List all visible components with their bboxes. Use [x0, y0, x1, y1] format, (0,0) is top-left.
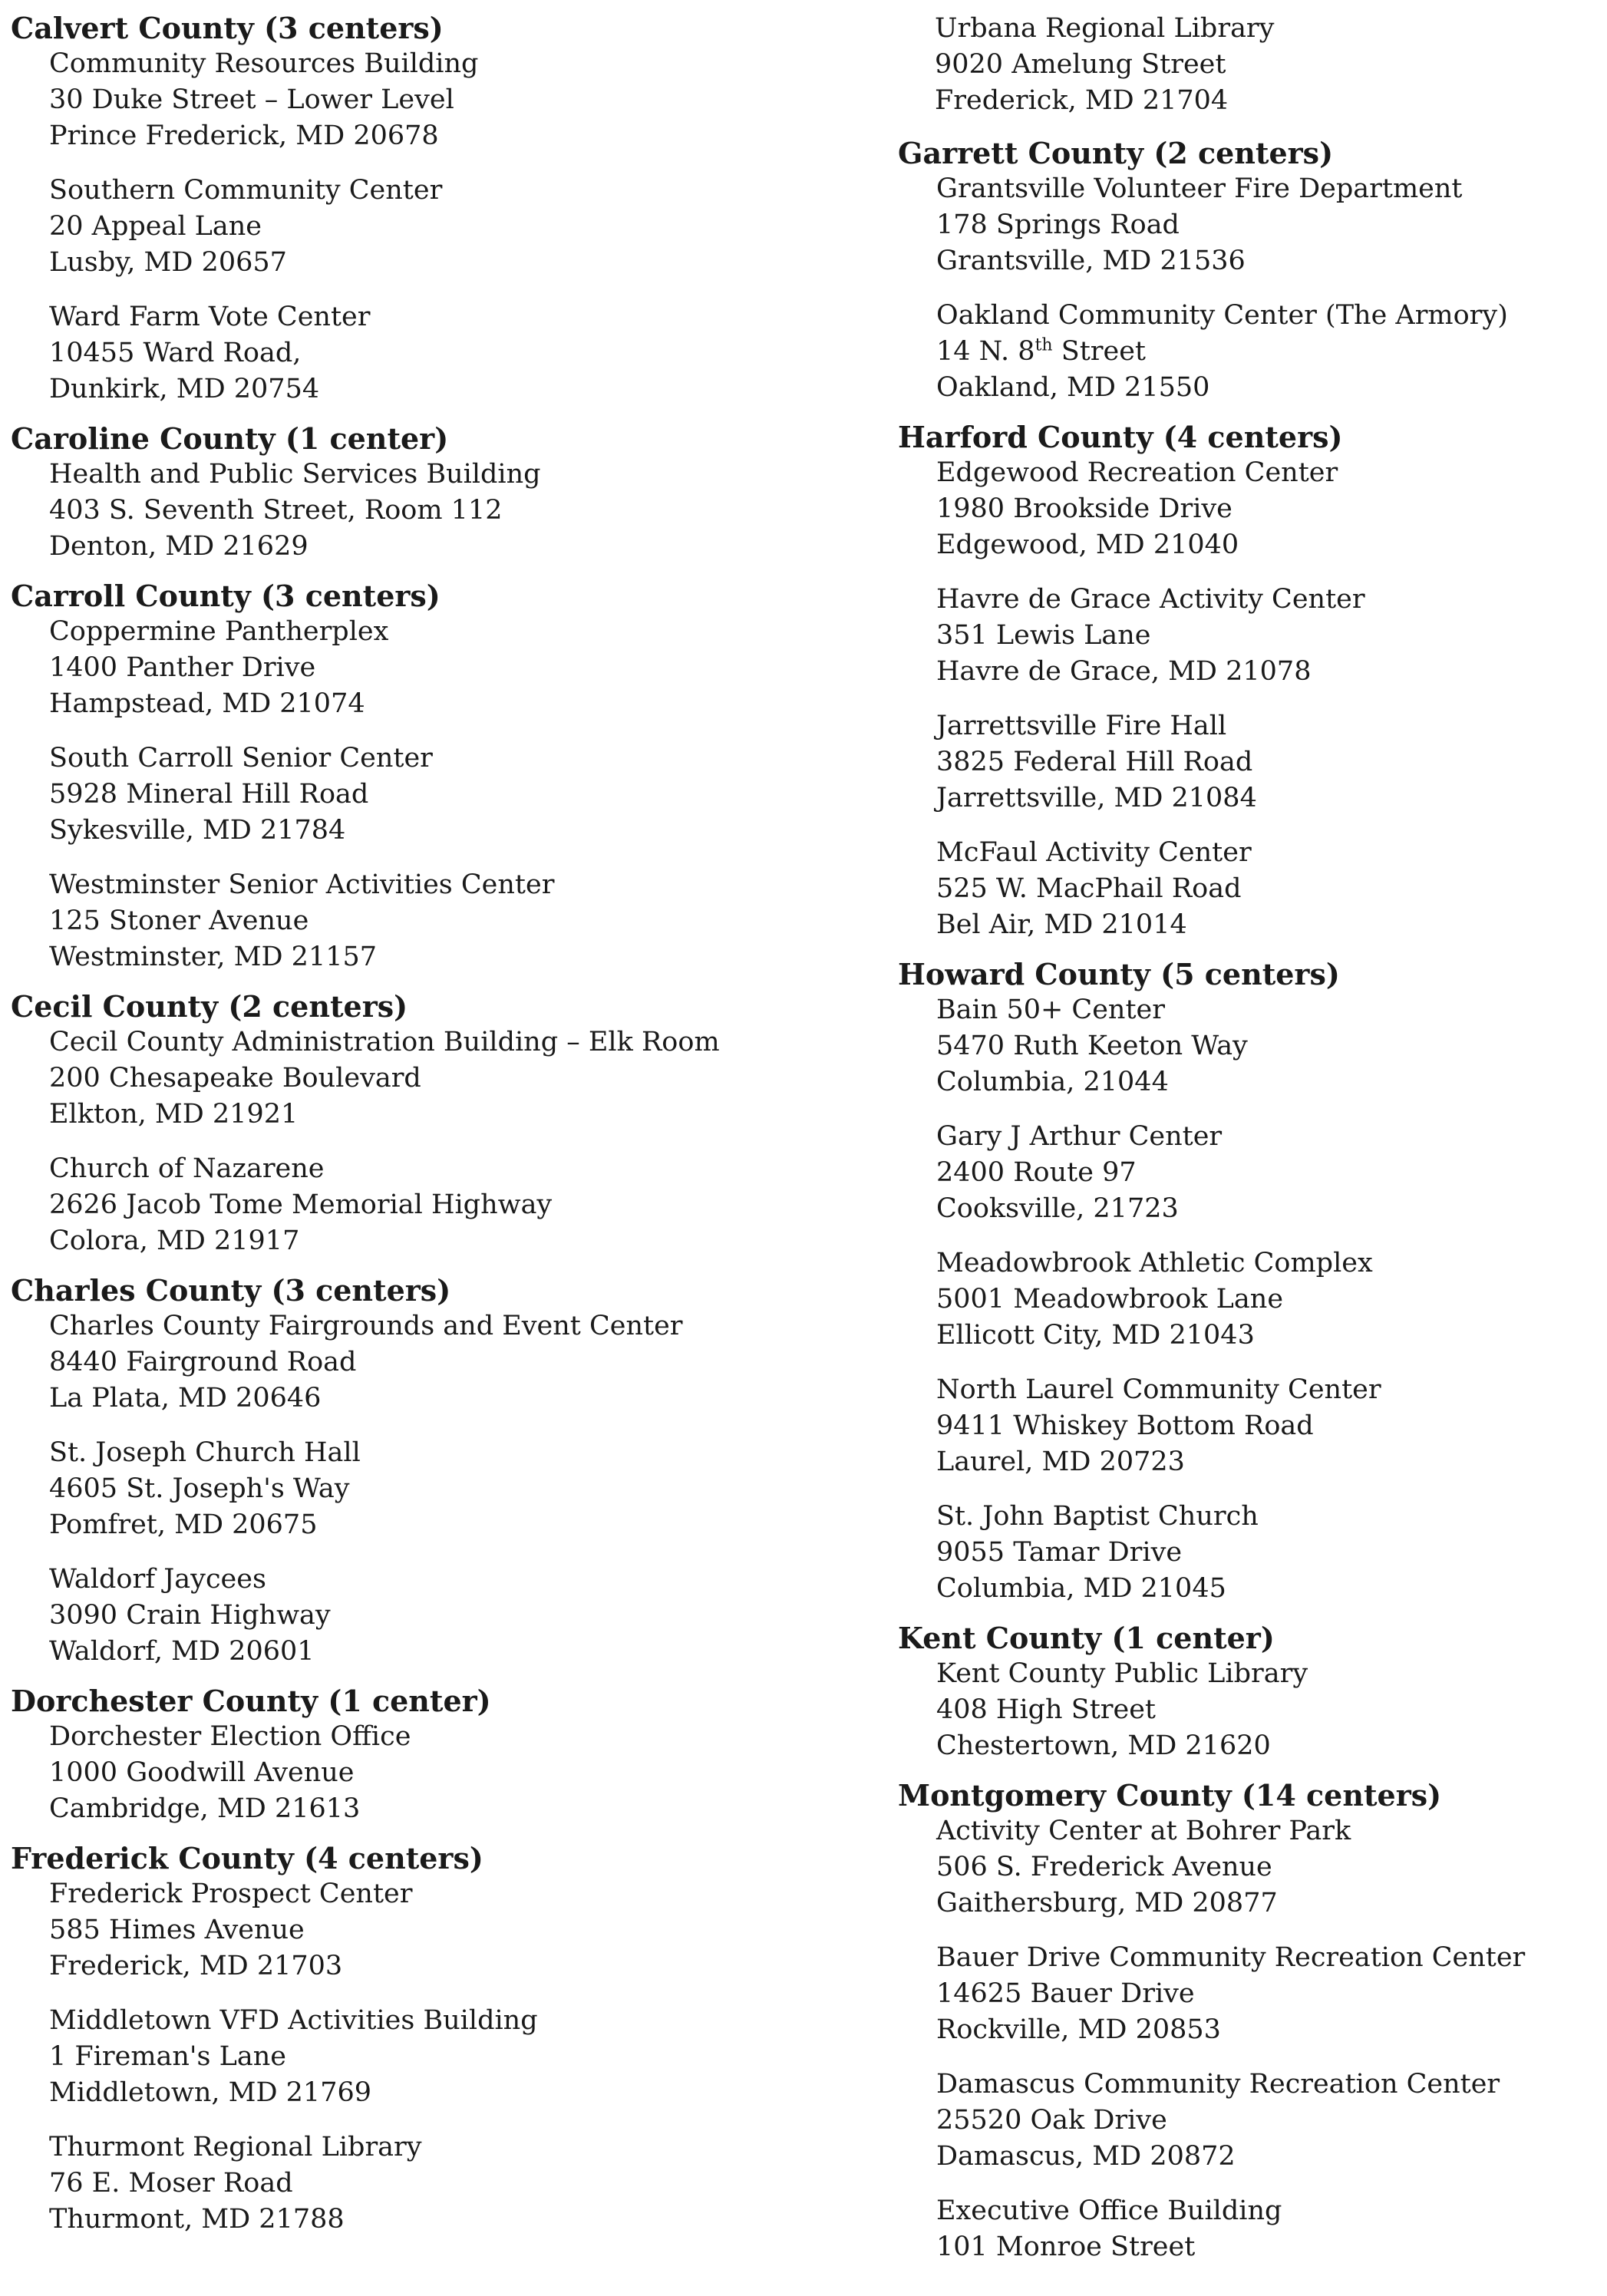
- center-city: Grantsville, MD 21536: [936, 246, 1246, 276]
- center-entry: [49, 1719, 870, 1827]
- center-name: South Carroll Senior Center: [49, 743, 433, 774]
- center-name: Grantsville Volunteer Fire Department: [936, 173, 1463, 204]
- center-street: 408 High Street: [936, 1694, 1156, 1725]
- county-heading: Garrett County (2 centers): [898, 136, 1334, 170]
- center-street: 8440 Fairground Road: [49, 1347, 357, 1377]
- center-street: 2626 Jacob Tome Memorial Highway: [49, 1189, 553, 1220]
- center-entry: [49, 46, 870, 154]
- center-street: 14625 Bauer Drive: [936, 1978, 1195, 2009]
- left-column: [11, 11, 870, 2251]
- center-city: Cambridge, MD 21613: [49, 1793, 361, 1824]
- county-heading: Calvert County (3 centers): [11, 11, 444, 45]
- center-name: Edgewood Recreation Center: [936, 457, 1338, 488]
- center-name: Jarrettsville Fire Hall: [936, 711, 1227, 741]
- center-city: Gaithersburg, MD 20877: [936, 1888, 1278, 1918]
- center-street: 178 Springs Road: [936, 209, 1180, 240]
- center-name: Havre de Grace Activity Center: [936, 584, 1365, 615]
- county-section-garrett-county: [898, 136, 1589, 406]
- county-section-frederick-county: [11, 1841, 870, 2238]
- center-name: Waldorf Jaycees: [49, 1564, 266, 1595]
- center-name: Dorchester Election Office: [49, 1721, 411, 1752]
- center-street: 200 Chesapeake Boulevard: [49, 1063, 421, 1094]
- center-entry: [936, 1245, 1589, 1354]
- county-section-charles-county: [11, 1273, 870, 1670]
- center-name: Ward Farm Vote Center: [49, 302, 371, 332]
- center-street: 351 Lewis Lane: [936, 620, 1151, 651]
- county-heading: Kent County (1 center): [898, 1621, 1275, 1655]
- center-entry: [49, 741, 870, 849]
- center-city: Jarrettsville, MD 21084: [936, 783, 1257, 813]
- center-name: Health and Public Services Building: [49, 459, 541, 490]
- center-name: Community Resources Building: [49, 48, 479, 79]
- county-section-harford-county: [898, 420, 1589, 943]
- center-name: Middletown VFD Activities Building: [49, 2005, 538, 2036]
- center-name: Cecil County Administration Building – Elk Room: [49, 1027, 720, 1057]
- center-city: Waldorf, MD 20601: [49, 1636, 315, 1667]
- center-city: Cooksville, 21723: [936, 1193, 1179, 1224]
- county-heading: Dorchester County (1 center): [11, 1684, 491, 1718]
- center-city: Chestertown, MD 21620: [936, 1730, 1271, 1761]
- county-heading: Caroline County (1 center): [11, 421, 449, 456]
- center-entry: [49, 1024, 870, 1133]
- center-city: Frederick, MD 21703: [49, 1951, 343, 1981]
- center-city: La Plata, MD 20646: [49, 1383, 322, 1414]
- center-entry: [936, 992, 1589, 1100]
- center-city: Denton, MD 21629: [49, 531, 309, 562]
- center-entry: [49, 2129, 870, 2238]
- county-heading: Frederick County (4 centers): [11, 1841, 483, 1875]
- center-name: Bain 50+ Center: [936, 995, 1165, 1025]
- center-entry: [936, 1119, 1589, 1227]
- center-street: 2400 Route 97: [936, 1157, 1137, 1188]
- center-street: [936, 334, 1589, 370]
- center-entry: [936, 1499, 1589, 1607]
- center-entry: [49, 867, 870, 975]
- center-name: Church of Nazarene: [49, 1153, 325, 1184]
- center-city: Laurel, MD 20723: [936, 1447, 1185, 1477]
- center-entry: [49, 1562, 870, 1670]
- center-street: 3825 Federal Hill Road: [936, 747, 1253, 777]
- center-entry: [49, 1435, 870, 1543]
- center-name: Meadowbrook Athletic Complex: [936, 1248, 1373, 1278]
- center-entry: [49, 173, 870, 281]
- center-entry: [49, 614, 870, 722]
- center-name: North Laurel Community Center: [936, 1374, 1381, 1405]
- center-street: 10455 Ward Road,: [49, 338, 302, 368]
- county-heading: Harford County (4 centers): [898, 420, 1343, 454]
- center-city: Colora, MD 21917: [49, 1226, 300, 1256]
- center-entry: [935, 11, 1589, 119]
- center-name: Thurmont Regional Library: [49, 2132, 422, 2162]
- center-entry: [936, 1813, 1589, 1922]
- center-street: 525 W. MacPhail Road: [936, 873, 1242, 904]
- center-street: 5001 Meadowbrook Lane: [936, 1284, 1284, 1315]
- center-city: Middletown, MD 21769: [49, 2077, 371, 2108]
- center-street: 585 Himes Avenue: [49, 1915, 305, 1945]
- center-street: 1980 Brookside Drive: [936, 493, 1232, 524]
- center-entry: [49, 1151, 870, 1259]
- county-heading: Howard County (5 centers): [898, 957, 1340, 991]
- center-city: Hampstead, MD 21074: [49, 688, 365, 719]
- center-street: 9055 Tamar Drive: [936, 1537, 1183, 1568]
- center-city: Sykesville, MD 21784: [49, 815, 346, 846]
- center-entry: [936, 2193, 1589, 2265]
- center-city: Lusby, MD 20657: [49, 247, 287, 278]
- center-name: Bauer Drive Community Recreation Center: [936, 1942, 1526, 1973]
- center-city: Columbia, MD 21045: [936, 1573, 1226, 1604]
- center-street: 101 Monroe Street: [936, 2232, 1196, 2262]
- street-suffix: Street: [1052, 336, 1146, 367]
- right-column: [898, 11, 1589, 2279]
- county-heading: Charles County (3 centers): [11, 1273, 451, 1308]
- center-entry: [936, 582, 1589, 690]
- county-section-howard-county: [898, 957, 1589, 1607]
- center-entry: [936, 2067, 1589, 2175]
- county-section-dorchester-county: [11, 1684, 870, 1827]
- center-city: Elkton, MD 21921: [49, 1099, 299, 1130]
- center-entry: [49, 1308, 870, 1417]
- center-name: Activity Center at Bohrer Park: [936, 1816, 1351, 1846]
- center-street: 20 Appeal Lane: [49, 211, 262, 242]
- center-name: Frederick Prospect Center: [49, 1879, 413, 1909]
- center-entry: [936, 171, 1589, 279]
- center-entry: [936, 1372, 1589, 1480]
- center-entry: [936, 1656, 1589, 1764]
- center-street: 125 Stoner Avenue: [49, 906, 309, 936]
- center-entry: [936, 835, 1589, 943]
- center-entry: [49, 457, 870, 565]
- county-section-montgomery-county: [898, 1778, 1589, 2265]
- center-city: Prince Frederick, MD 20678: [49, 120, 439, 151]
- center-name: Charles County Fairgrounds and Event Center: [49, 1311, 683, 1341]
- center-city: Frederick, MD 21704: [935, 85, 1229, 116]
- center-city: Edgewood, MD 21040: [936, 529, 1239, 560]
- center-city: Westminster, MD 21157: [49, 942, 378, 972]
- center-street: 403 S. Seventh Street, Room 112: [49, 495, 503, 526]
- center-city: Columbia, 21044: [936, 1067, 1169, 1097]
- center-street: 1 Fireman's Lane: [49, 2041, 286, 2072]
- center-name: Southern Community Center: [49, 175, 443, 206]
- center-street: 25520 Oak Drive: [936, 2105, 1167, 2136]
- center-city: Rockville, MD 20853: [936, 2014, 1221, 2045]
- center-city: Havre de Grace, MD 21078: [936, 656, 1312, 687]
- center-street: 9411 Whiskey Bottom Road: [936, 1410, 1314, 1441]
- center-street: 1000 Goodwill Avenue: [49, 1757, 355, 1788]
- center-street: 506 S. Frederick Avenue: [936, 1852, 1272, 1882]
- center-city: Thurmont, MD 21788: [49, 2204, 345, 2235]
- county-section-kent-county: [898, 1621, 1589, 1764]
- center-name: Oakland Community Center (The Armory): [936, 300, 1508, 331]
- center-street: 3090 Crain Highway: [49, 1600, 331, 1631]
- county-heading: Cecil County (2 centers): [11, 989, 408, 1024]
- center-entry: [49, 1876, 870, 1984]
- center-entry: [49, 2003, 870, 2111]
- center-street: 4605 St. Joseph's Way: [49, 1473, 350, 1504]
- center-name: St. John Baptist Church: [936, 1501, 1259, 1532]
- center-name: Gary J Arthur Center: [936, 1121, 1223, 1152]
- center-city: Oakland, MD 21550: [936, 372, 1210, 403]
- center-street: 5928 Mineral Hill Road: [49, 779, 369, 810]
- center-street: 30 Duke Street – Lower Level: [49, 84, 454, 115]
- center-name: St. Joseph Church Hall: [49, 1437, 361, 1468]
- center-city: Ellicott City, MD 21043: [936, 1320, 1255, 1351]
- center-name: McFaul Activity Center: [936, 837, 1252, 868]
- center-entry: [936, 708, 1589, 816]
- center-entry: [936, 298, 1589, 406]
- center-street: 9020 Amelung Street: [935, 49, 1226, 80]
- center-name: Kent County Public Library: [936, 1658, 1308, 1689]
- county-section-cecil-county: [11, 989, 870, 1259]
- center-name: Executive Office Building: [936, 2195, 1282, 2226]
- center-street: 5470 Ruth Keeton Way: [936, 1031, 1248, 1061]
- county-heading: Carroll County (3 centers): [11, 579, 441, 613]
- center-name: Urbana Regional Library: [935, 13, 1275, 44]
- street-number: 14 N. 8: [936, 336, 1035, 367]
- center-name: Coppermine Pantherplex: [49, 616, 389, 647]
- county-section-carroll-county: [11, 579, 870, 975]
- center-city: Pomfret, MD 20675: [49, 1509, 318, 1540]
- ordinal-suffix: th: [1034, 335, 1053, 355]
- center-city: Damascus, MD 20872: [936, 2141, 1236, 2172]
- center-entry: [936, 1940, 1589, 2048]
- center-name: Westminster Senior Activities Center: [49, 869, 555, 900]
- center-entry: [936, 455, 1589, 563]
- county-section-calvert-county: [11, 11, 870, 407]
- center-city: Bel Air, MD 21014: [936, 909, 1187, 940]
- county-section-caroline-county: [11, 421, 870, 565]
- center-name: Damascus Community Recreation Center: [936, 2069, 1500, 2100]
- center-street: 1400 Panther Drive: [49, 652, 316, 683]
- center-city: Dunkirk, MD 20754: [49, 374, 320, 404]
- center-street: 76 E. Moser Road: [49, 2168, 293, 2199]
- county-heading: Montgomery County (14 centers): [898, 1778, 1442, 1813]
- center-entry: [49, 299, 870, 407]
